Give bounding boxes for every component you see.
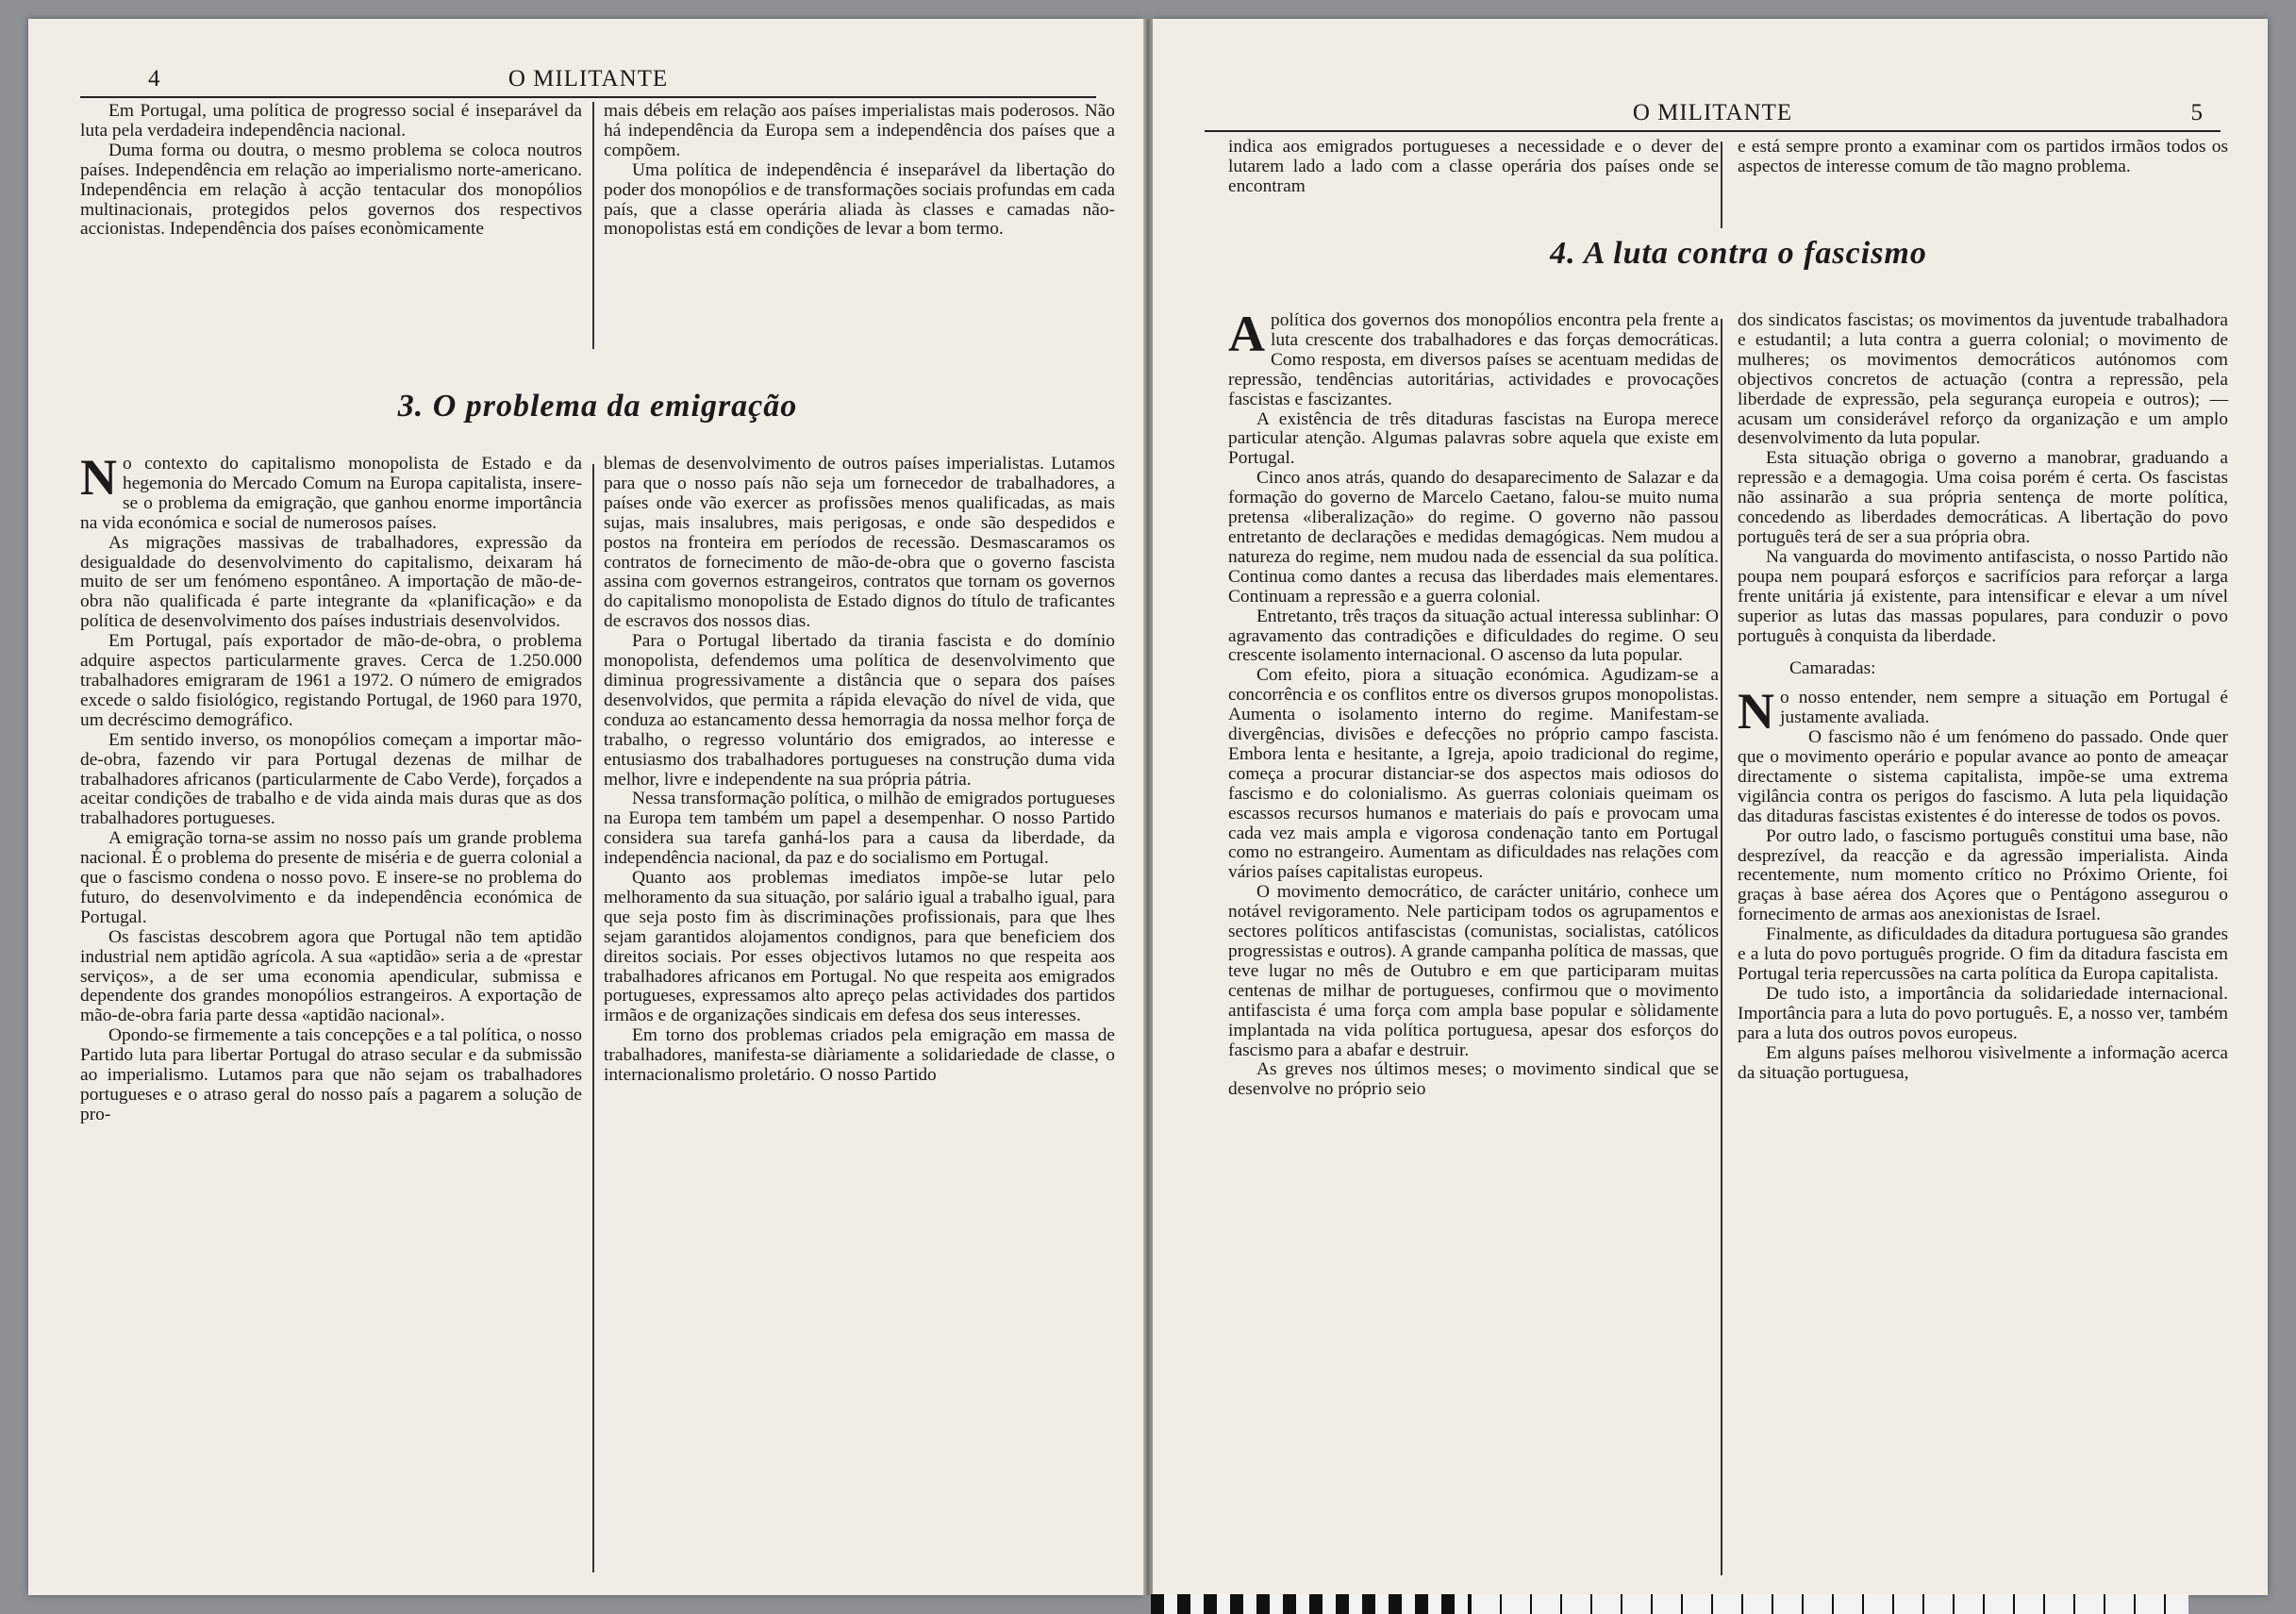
paragraph: A existência de três ditaduras fascistas na Europa merece particular atenção. Algumas palavras sobre aquela que existe em Portugal. [1228, 408, 1719, 469]
right-top-column-1 [1228, 138, 1719, 197]
paragraph: O fascismo não é um fenómeno do passado. Onde quer que o movimento operário e popular avance ao ponto de ameaçar directamente o sistema capitalista, impõe-se uma extrema vigilância contra os perigos do fascismo. A luta pela liquidação das ditaduras fascistas existentes é do interesse de todos os povos. [1738, 727, 2228, 826]
left-column-2 [604, 455, 1115, 1086]
drop-cap: A [1228, 306, 1265, 362]
column-rule [592, 464, 594, 1572]
right-column-1 [1228, 306, 1719, 1100]
paragraph: e está sempre pronto a examinar com os partidos irmãos todos os aspectos de interesse comum de tão magno problema. [1738, 137, 2228, 176]
paragraph: Opondo-se firmemente a tais concepções e a tal política, o nosso Partido luta para libertar Portugal do atraso secular e da submissão ao imperialismo. Lutamos para que não sejam os trabalhadores portugueses e o atraso geral do nosso país a pagarem a solução de pro- [80, 1025, 582, 1124]
paragraph: A emigração torna-se assim no nosso país um grande problema nacional. É o problema do presente de miséria e de guerra colonial a que o fascismo condena o nosso povo. E insere-se no problema do futuro, do desenvolvimento e da independência económica de Portugal. [80, 828, 582, 927]
right-column-2 [1738, 311, 2228, 1083]
paragraph: Finalmente, as dificuldades da ditadura portuguesa são grandes e a luta do povo português progride. O fim da ditadura fascista em Portugal teria repercussões na carta política da Europa capitalista. [1738, 924, 2229, 984]
lead-text: política dos governos dos monopólios encontra pela frente a luta crescente dos trabalhadores e das forças democráticas. Como resposta, em diversos países se acentuam medidas de repressão, tendências autoritárias, actividades e provocações fascistas e fascizantes. [1228, 310, 1719, 409]
paragraph: De tudo isto, a importância da solidariedade internacional. Importância para a luta do povo português. E, a nosso ver, também para a luta dos outros povos europeus. [1738, 983, 2228, 1043]
paragraph: Uma política de independência é inseparável da libertação do poder dos monopólios e de transformações sociais profundas em cada país, que a classe operária aliada às classes e camadas não-monopolistas está em condições de levar a bom termo. [604, 159, 1115, 240]
drop-cap: N [80, 449, 117, 506]
paragraph: Os fascistas descobrem agora que Portugal não tem aptidão industrial nem aptidão agrícola. A sua «aptidão» seria a de «prestar serviços», a de ser uma economia apendicular, submissa e dependente dos grandes monopólios estrangeiros. A exportação de mão-de-obra faria parte dessa «aptidão nacional». [80, 926, 582, 1026]
paragraph: blemas de desenvolvimento de outros países imperialistas. Lutamos para que o nosso país não seja um fornecedor de trabalhadores, a países onde vão exercer as profissões menos qualificadas, as mais sujas, mais insalubres, mais perigosas, e onde são despedidos e postos na fronteira em períodos de recessão. Desmascaramos os contratos de fornecimento de mão-de-obra que o governo fascista assina com governos estrangeiros, contratos que tornam os governos do capitalismo monopolista de Estado dignos do título de traficantes de escravos dos nossos dias. [604, 454, 1115, 632]
lead-text: o nosso entender, nem sempre a situação em Portugal é justamente avaliada. [1780, 688, 2228, 728]
scan-ruler-scale [1472, 1594, 2188, 1614]
paragraph: Duma forma ou doutra, o mesmo problema se coloca noutros países. Independência em relação ao imperialismo norte-americano. Independência em relação à acção tentacular dos monopólios multinacionais, protegidos pelos governos dos respectivos accionistas. Independência dos países econòmicamente [80, 140, 582, 240]
lead-paragraph [1228, 306, 1719, 410]
column-rule [1721, 141, 1722, 228]
paragraph: Em sentido inverso, os monopólios começam a importar mão-de-obra, fazendo vir para Portugal dezenas de milhar de trabalhadores africanos (particularmente de Cabo Verde), forçados a aceitar condições de trabalho e de vida ainda mais duras que as dos trabalhadores portugueses. [80, 729, 582, 829]
paragraph: Na vanguarda do movimento antifascista, o nosso Partido não poupa nem poupará esforços e sacrifícios para reforçar a larga frente unitária já existente, para intensificar e elevar a um nível superior as lutas das massas populares, para conduzir o povo português à conquista da liberdade. [1738, 546, 2228, 646]
paragraph: Para o Portugal libertado da tirania fascista e do domínio monopolista, defendemos uma política de desenvolvimento que diminua progressivamente a distância que o separa dos países desenvolvidos, que permita a rápida elevação do nível de vida, que conduza ao estancamento dessa hemorragia da nossa melhor força de trabalho, o regresso voluntário dos emigrados, ao interesse e entusiasmo dos trabalhadores portugueses na construção duma vida melhor, livre e independente na sua própria pátria. [604, 631, 1115, 790]
right-top-column-2 [1738, 138, 2228, 177]
paragraph: Esta situação obriga o governo a manobrar, graduando a repressão e a demagogia. Uma coisa porém é certa. Os fascistas não assinarão a sua própria sentença de morte política, concedendo as liberdades democráticas. A libertação do povo português terá de ser a sua própria obra. [1738, 448, 2228, 547]
paragraph: Em Portugal, uma política de progresso social é inseparável da luta pela verdadeira independência nacional. [80, 101, 582, 141]
lead-paragraph [1738, 683, 2228, 740]
paragraph: Em alguns países melhorou visìvelmente a informação acerca da situação portuguesa, [1738, 1042, 2228, 1083]
right-page-header [1205, 96, 2221, 132]
paragraph: As migrações massivas de trabalhadores, expressão da desigualdade do desenvolvimento do capitalismo, deixaram há muito de ser um fenómeno espontâneo. A importação de mão-de-obra não qualificada é parte integrante da «planificação» e da política de desenvolvimento dos países industriais desenvolvidos. [80, 532, 582, 632]
drop-cap: N [1738, 683, 1774, 740]
column-rule [592, 102, 594, 349]
lead-paragraph [80, 449, 582, 534]
left-page-header [80, 62, 1096, 98]
section-heading: 3. O problema da emigração [397, 389, 798, 424]
paragraph: Com efeito, piora a situação económica. Agudizam-se a concorrência e os conflitos entre os diversos grupos monopolistas. Aumenta o isolamento interno do regime. Manifestam-se divergências, divisões e defecções no próprio campo fascista. Embora lenta e hesitante, a Igreja, apoio tradicional do regime, começa a procurar distanciar-se dos aspectos mais odiosos do fascismo e do colonialismo. As guerras coloniais queimam os escassos recursos humanos e materiais do país e provocam uma cada vez mais ampla e vigorosa condenação tanto em Portugal como no estrangeiro. Aumentam as dificuldades nas relações com vários países capitalistas europeus. [1228, 665, 1719, 883]
greeting: Camaradas: [1789, 658, 1876, 679]
paragraph: dos sindicatos fascistas; os movimentos da juventude trabalhadora e estudantil; a luta contra a guerra colonial; o movimento de mulheres; os movimentos democráticos autónomos com objectivos concretos de actuação (contra a repressão, pela liberdade de expressão, pela segurança europeia e outros); — acusam um considerável reforço da organização e um amplo desenvolvimento da luta popular. [1738, 310, 2228, 449]
binding-gutter [1143, 19, 1153, 1595]
left-column-1 [80, 449, 582, 1125]
running-title: O MILITANTE [507, 66, 669, 92]
right-page [1153, 19, 2268, 1595]
scan-ruler [1151, 1594, 1472, 1614]
paragraph: Em torno dos problemas criados pela emigração em massa de trabalhadores, manifesta-se diàriamente a solidariedade de classe, o internacionalismo proletário. O nosso Partido [604, 1025, 1115, 1086]
page-number: 4 [148, 66, 161, 92]
lead-text: o contexto do capitalismo monopolista de Estado e da hegemonia do Mercado Comum na Europa capitalista, insere-se o problema da emigração, que ganhou enorme importância na vida económica e social de numerosos países. [80, 454, 582, 533]
paragraph: Entretanto, três traços da situação actual interessa sublinhar: O agravamento das contradições e dificuldades do regime. O seu crescente isolamento internacional. O ascenso da luta popular. [1228, 606, 1719, 666]
paragraph: mais débeis em relação aos países imperialistas mais poderosos. Não há independência da Europa sem a independência dos países que a compõem. [604, 101, 1115, 160]
paragraph: Por outro lado, o fascismo português constitui uma base, não desprezível, da reacção e da agressão imperialista. Ainda recentemente, num momento crítico no Próximo Oriente, foi graças à base aérea dos Açores que o Pentágono assegurou o fornecimento de armas aos anexionistas de Israel. [1738, 825, 2228, 925]
page-number: 5 [2190, 100, 2204, 125]
paragraph: Cinco anos atrás, quando do desaparecimento de Salazar e da formação do governo de Marcelo Caetano, falou-se muito numa pretensa «liberalização» do regime. O governo não passou entretanto de declarações e medidas demagógicas. Nem mudou a natureza do regime, nem mudou nada de essencial da sua política. Continua como dantes a recusa das liberdades mais elementares. Continuam a repressão e a guerra colonial. [1228, 468, 1719, 607]
left-top-column-1 [80, 102, 582, 240]
paragraph: As greves nos últimos meses; o movimento sindical que se desenvolve no próprio seio [1228, 1059, 1719, 1100]
paragraph: Nessa transformação política, o milhão de emigrados portugueses na Europa tem também um papel a desempenhar. O nosso Partido considera sua tarefa ganhá-los para a causa da liberdade, da independência nacional, da paz e do socialismo em Portugal. [604, 789, 1115, 869]
paragraph: Quanto aos problemas imediatos impõe-se lutar pelo melhoramento da sua situação, por salário igual a trabalho igual, para que seja posto fim às discriminações profissionais, para que lhes sejam garantidos alojamentos condignos, para que beneficiem dos direitos sociais. Por esses objectivos lutamos no que respeita aos trabalhadores africanos em Portugal. No que respeita aos emigrados portugueses, expressamos alto apreço pelas actividades dos partidos irmãos e de organizações sindicais em defesa dos seus interesses. [604, 868, 1115, 1026]
paragraph: O movimento democrático, de carácter unitário, conhece um notável revigoramento. Nele participam todos os agrupamentos e sectores políticos antifascistas (comunistas, socialistas, católicos progressistas e outros). A grande campanha política de massas, que teve lugar no mês de Outubro e em que participaram muitas centenas de milhar de portugueses, confirmou que o movimento antifascista é uma força com ampla base popular e sòlidamente implantada na vida política portuguesa, apesar dos esforços do fascismo para a abafar e destruir. [1228, 882, 1719, 1060]
left-page [28, 19, 1143, 1595]
paragraph: indica aos emigrados portugueses a necessidade e o dever de lutarem lado a lado com a classe operária dos países onde se encontram [1228, 137, 1719, 196]
left-top-column-2 [604, 102, 1115, 240]
running-title: O MILITANTE [1632, 100, 1793, 125]
paragraph: Em Portugal, país exportador de mão-de-obra, o problema adquire aspectos particularmente graves. Cerca de 1.250.000 trabalhadores emigraram de 1961 a 1972. O número de emigrados excede o saldo fisiológico, registando Portugal, de 1960 para 1970, um decréscimo demográfico. [80, 631, 582, 730]
column-rule [1721, 319, 1722, 1575]
section-heading: 4. A luta contra o fascismo [1550, 236, 1927, 271]
